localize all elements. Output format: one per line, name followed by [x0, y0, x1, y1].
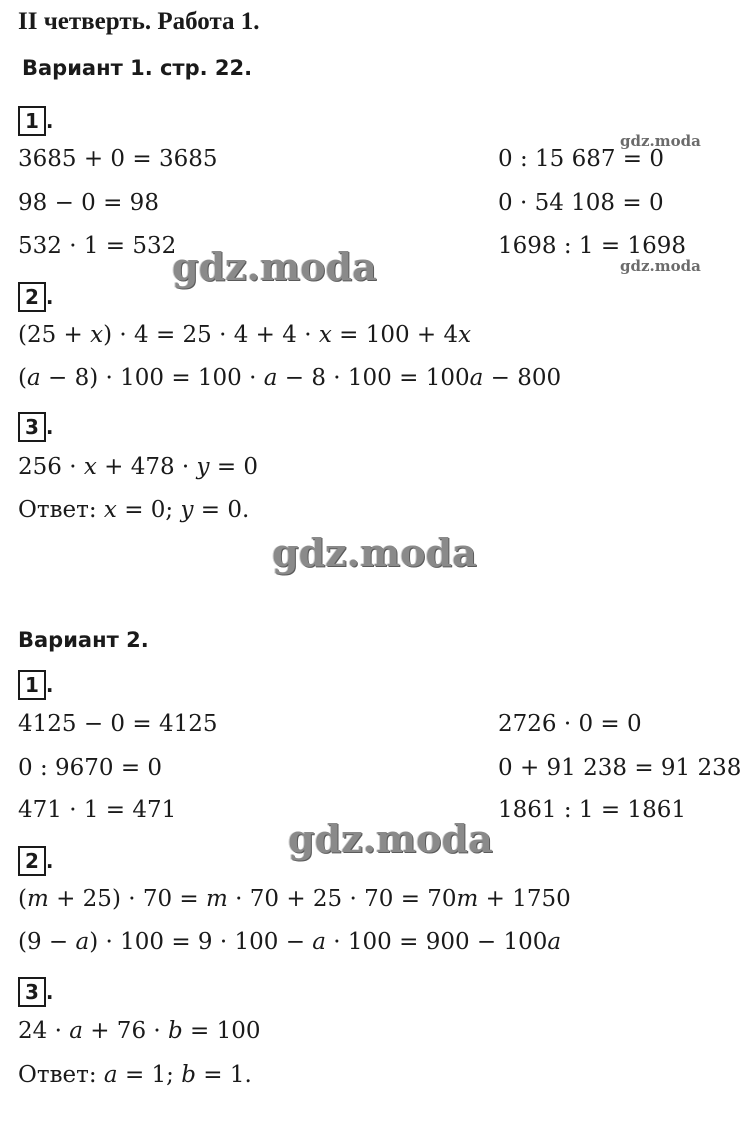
page-title: II четверть. Работа 1. — [18, 8, 260, 35]
equation: 0 · 54 108 = 0 — [498, 190, 664, 216]
task-number: 2 — [18, 846, 46, 876]
equation: 1698 : 1 = 1698 — [498, 233, 686, 259]
equation: 0 : 15 687 = 0 — [498, 146, 665, 172]
variant-1-heading: Вариант 1. стр. 22. — [22, 56, 253, 80]
answer-line: Ответ: 𝑎 = 1; 𝑏 = 1. — [18, 1062, 252, 1088]
task-number-box: 2 . — [18, 846, 54, 876]
task-number: 3 — [18, 412, 46, 442]
equation: 0 : 9670 = 0 — [18, 755, 163, 781]
task-number-box: 1 . — [18, 670, 54, 700]
equation: 1861 : 1 = 1861 — [498, 797, 686, 823]
equation: 24 · 𝑎 + 76 · 𝑏 = 100 — [18, 1018, 261, 1044]
equation: 256 · 𝑥 + 478 · 𝑦 = 0 — [18, 454, 259, 480]
task-number-box: 1 . — [18, 106, 54, 136]
task-number: 3 — [18, 977, 46, 1007]
equation: 2726 · 0 = 0 — [498, 711, 642, 737]
equation: 471 · 1 = 471 — [18, 797, 177, 823]
task-number: 1 — [18, 670, 46, 700]
watermark-logo: gdz.moda — [620, 132, 701, 150]
task-number-box: 3 . — [18, 412, 54, 442]
equation: 0 + 91 238 = 91 238 — [498, 755, 742, 781]
task-number: 1 — [18, 106, 46, 136]
equation: (25 + 𝑥) · 4 = 25 · 4 + 4 · 𝑥 = 100 + 4𝑥 — [18, 322, 472, 348]
watermark-logo: gdz.moda — [288, 816, 493, 861]
watermark-logo: gdz.moda — [172, 244, 377, 289]
task-number-box: 3 . — [18, 977, 54, 1007]
equation: 532 · 1 = 532 — [18, 233, 177, 259]
equation: (𝑚 + 25) · 70 = 𝑚 · 70 + 25 · 70 = 70𝑚 + 1750 — [18, 886, 571, 912]
equation: 98 − 0 = 98 — [18, 190, 159, 216]
watermark-logo: gdz.moda — [272, 530, 477, 575]
answer-line: Ответ: 𝑥 = 0; 𝑦 = 0. — [18, 497, 250, 523]
equation: (𝑎 − 8) · 100 = 100 · 𝑎 − 8 · 100 = 100𝑎 − 800 — [18, 365, 562, 391]
equation: 3685 + 0 = 3685 — [18, 146, 218, 172]
equation: 4125 − 0 = 4125 — [18, 711, 218, 737]
task-number: 2 — [18, 282, 46, 312]
task-number-box: 2 . — [18, 282, 54, 312]
watermark-logo: gdz.moda — [620, 257, 701, 275]
equation: (9 − 𝑎) · 100 = 9 · 100 − 𝑎 · 100 = 900 − 100𝑎 — [18, 929, 562, 955]
variant-2-heading: Вариант 2. — [18, 628, 149, 652]
